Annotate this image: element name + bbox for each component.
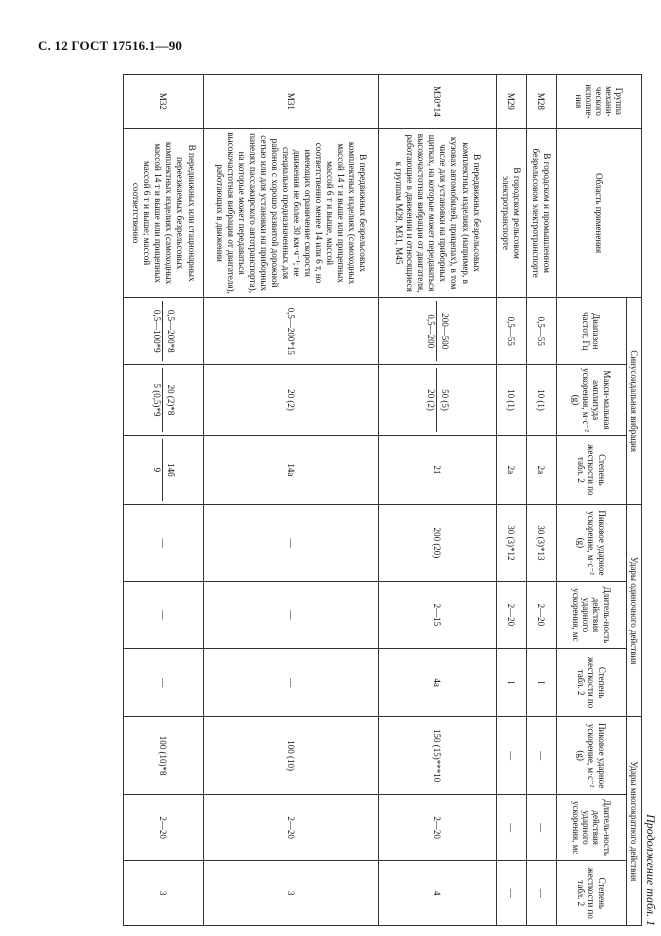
cell-multi-duration: 2—20 <box>123 794 203 861</box>
header-multi-impact: Удары многократного действия <box>626 717 641 926</box>
amp-value-1: 50 (5) <box>439 389 450 411</box>
cell-multi-peak: 150 (15)***10 <box>378 717 496 794</box>
cell-area: В городском и промышленном безрельсовом электротранспорте <box>526 128 556 298</box>
cell-multi-severity: — <box>496 861 526 926</box>
cell-severity: 2а <box>496 435 526 504</box>
cell-single-duration: 2—20 <box>496 582 526 649</box>
continuation-label: Продолжение табл. 1 <box>644 814 658 926</box>
table-row <box>123 75 203 926</box>
cell-amp: 10 (1) <box>496 365 526 436</box>
table-row <box>203 75 378 926</box>
cell-single-peak: — <box>203 504 378 581</box>
cell-single-peak: 200 (20) <box>378 504 496 581</box>
cell-freq: 0,5—55 <box>526 298 556 365</box>
cell-multi-duration: — <box>526 794 556 861</box>
cell-multi-duration: — <box>496 794 526 861</box>
cell-group: М28 <box>526 75 556 129</box>
cell-multi-peak: — <box>496 717 526 794</box>
severity-value-1: 14б <box>165 463 176 477</box>
table-row <box>496 75 526 926</box>
table-row <box>526 75 556 926</box>
cell-multi-severity: 4 <box>378 861 496 926</box>
header-single-severity: Степень жесткости по табл. 2 <box>556 648 626 717</box>
cell-single-duration: — <box>203 582 378 649</box>
amp-value-2: 5 (0,5)*9 <box>151 368 163 432</box>
cell-group: М31 <box>203 75 378 129</box>
cell-multi-peak: 100 (10)*8 <box>123 717 203 794</box>
header-area: Область применения <box>556 128 641 298</box>
cell-area: В передвижных безрельсовых комплектных изделиях (например, в кузовах автомобилей, прицепах), в том числе для установки на приборных щитках, на которые может передаваться высокочастотная вибрация от двигателя, работающие в движении и относящиеся к группам М28, М31, М45 <box>378 128 496 298</box>
cell-freq <box>123 298 203 365</box>
cell-group: М30*14 <box>378 75 496 129</box>
cell-severity: 21 <box>378 435 496 504</box>
cell-area: В передвижных безрельсовых комплектных изделиях (самоходных массой 14 т и выше или прицепных массой 6 т и выше, массой соответственно менее 14 или 6 т, но имеющих ограничение скорости движения не более 30 км·ч⁻¹; не специально предназначенных для районов с хорошо развитой дорожной сетью или для установки на приборных панелях пассажирского автотранспорта), на которые может передаваться высокочастотная вибрация от двигателя), работающих в движении <box>203 128 378 298</box>
header-freq: Диапазон частот, Гц <box>556 298 626 365</box>
freq-value-1: 200—500 <box>439 313 450 350</box>
cell-group: М29 <box>496 75 526 129</box>
cell-single-peak: 30 (3)*13 <box>526 504 556 581</box>
cell-severity: 2а <box>526 435 556 504</box>
cell-multi-severity: 3 <box>203 861 378 926</box>
cell-single-severity: — <box>123 648 203 717</box>
header-row-1 <box>626 75 641 926</box>
cell-single-duration: 2—15 <box>378 582 496 649</box>
cell-multi-duration: 2—20 <box>378 794 496 861</box>
cell-single-duration: — <box>123 582 203 649</box>
amp-value-2: 20 (2) <box>425 368 437 432</box>
cell-amp <box>123 365 203 436</box>
freq-value-1: 0,5—200*8 <box>165 309 176 353</box>
header-sin-vib: Синусоидальная вибрация <box>626 298 641 504</box>
climatic-table <box>123 74 642 926</box>
page-header: С. 12 ГОСТ 17516.1—90 <box>38 38 183 53</box>
freq-value-2: 0,5—100*9 <box>151 301 163 361</box>
cell-amp: 20 (2) <box>203 365 378 436</box>
cell-area: В передвижных или стационарных переезжаемых безрельсовых комплектных изделиях (самоходных массой 14 т и выше или прицепных массой 6 т и выше; массой соответственно <box>123 128 203 298</box>
cell-freq <box>378 298 496 365</box>
cell-severity <box>123 435 203 504</box>
cell-group: М32 <box>123 75 203 129</box>
cell-freq: 0,5—200*15 <box>203 298 378 365</box>
cell-single-duration: 2—20 <box>526 582 556 649</box>
cell-single-severity: 4а <box>378 648 496 717</box>
cell-single-peak: — <box>123 504 203 581</box>
table-row <box>378 75 496 926</box>
header-single-duration: Длитель-ность действия ударного ускорения, мс <box>556 582 626 649</box>
cell-amp: 10 (1) <box>526 365 556 436</box>
cell-freq: 0,5—55 <box>496 298 526 365</box>
amp-value-1: 20 (2)*8 <box>165 384 176 416</box>
cell-multi-severity: 3 <box>123 861 203 926</box>
cell-area: В городском рельсовом электротранспорте <box>496 128 526 298</box>
header-group: Группа механи-ческого исполне-ния <box>556 75 641 129</box>
rotated-table-region <box>86 74 658 926</box>
header-severity: Степень жесткости по табл. 2 <box>556 435 626 504</box>
cell-multi-peak: 100 (10) <box>203 717 378 794</box>
cell-multi-duration: 2—20 <box>203 794 378 861</box>
header-single-peak: Пиковое ударное ускорение, м·с⁻² (g) <box>556 504 626 581</box>
cell-single-severity: I <box>526 648 556 717</box>
cell-multi-peak: — <box>526 717 556 794</box>
cell-amp <box>378 365 496 436</box>
severity-value-2: 9 <box>151 439 163 501</box>
cell-severity: 14а <box>203 435 378 504</box>
header-multi-peak: Пиковое ударное ускорение, м·с⁻² (g) <box>556 717 626 794</box>
header-single-impact: Удары одиночного действия <box>626 504 641 717</box>
cell-multi-severity: — <box>526 861 556 926</box>
cell-single-severity: I <box>496 648 526 717</box>
header-multi-duration: Длитель-ность действия ударного ускорения, мс <box>556 794 626 861</box>
header-multi-severity: Степень жесткости по табл. 2 <box>556 861 626 926</box>
cell-single-severity: — <box>203 648 378 717</box>
cell-single-peak: 30 (3)*12 <box>496 504 526 581</box>
freq-value-2: 0,5—200 <box>425 301 437 361</box>
header-amp: Макси-мальная амплитуда ускорения, м·с⁻² (g) <box>556 365 626 436</box>
